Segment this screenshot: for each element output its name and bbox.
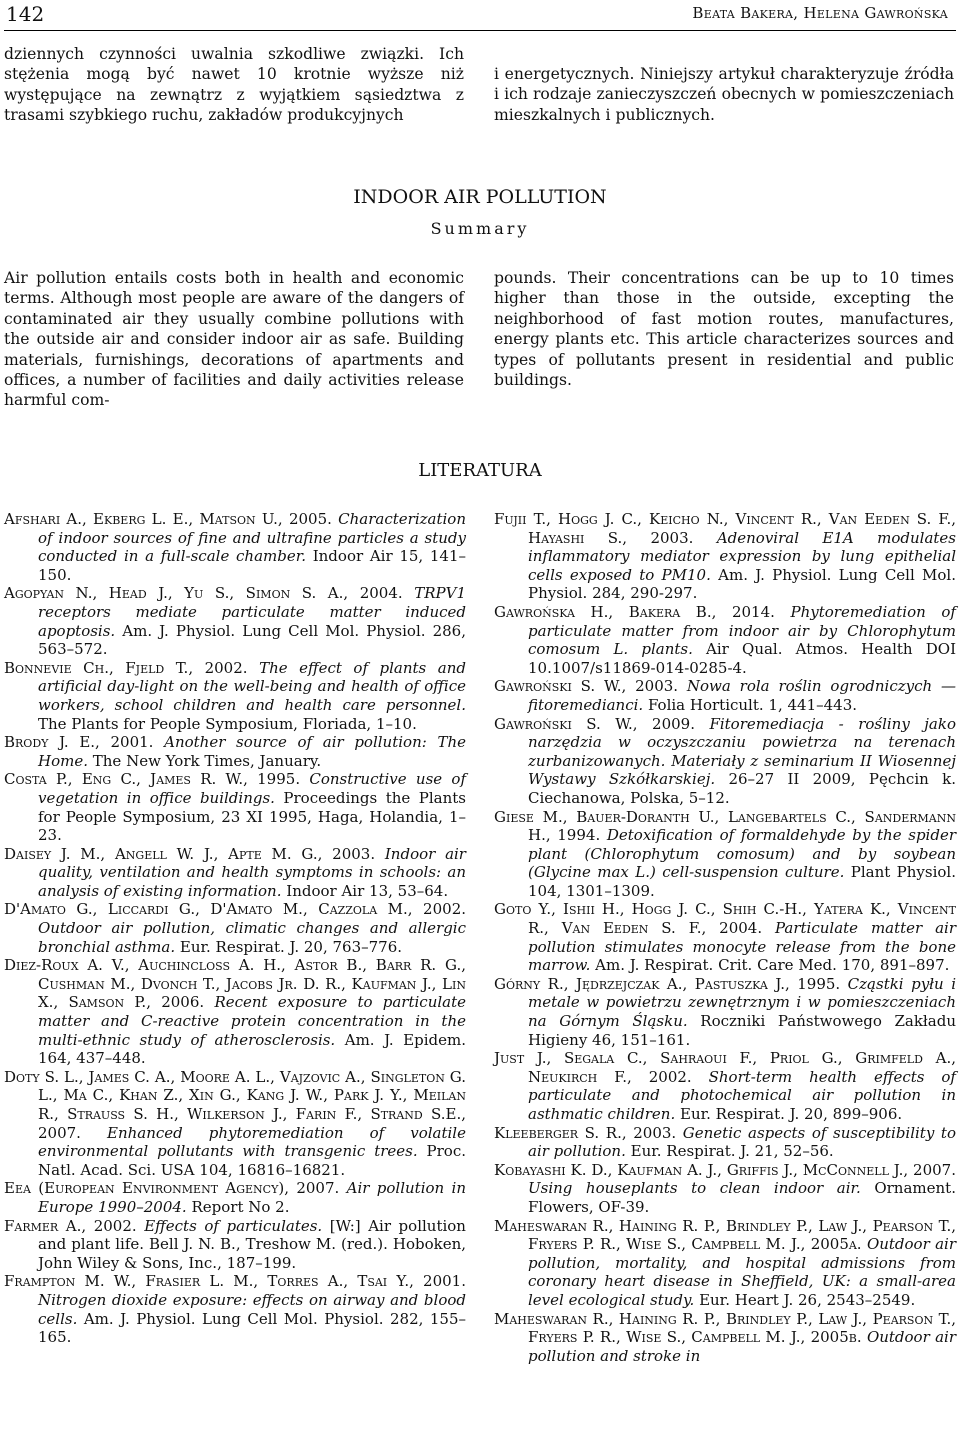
page-header	[0, 0, 960, 26]
reference-entry	[494, 900, 956, 974]
reference-source: Am. J. Respirat. Crit. Care Med. 170, 891–897.	[595, 956, 950, 975]
reference-entry	[494, 975, 956, 1049]
reference-authors: Górny R., Jędrzejczak A., Pastuszka J., 1995.	[494, 974, 841, 993]
reference-authors: Fujii T., Hogg J. C., Keicho N., Vincent R., Van Eeden S. F., Hayashi S., 2003.	[494, 510, 956, 547]
reference-source: Eur. Respirat. J. 21, 52–56.	[630, 1142, 834, 1161]
reference-source: Indoor Air 15, 141–150.	[38, 547, 466, 584]
reference-authors: Bonnevie Ch., Fjeld T., 2002.	[4, 658, 248, 677]
reference-title: Genetic aspects of susceptibility to air pollution.	[528, 1123, 956, 1161]
summary-subtitle: Summary	[430, 219, 530, 238]
reference-entry	[4, 510, 466, 584]
summary-left-column: Air pollution entails costs both in health and economic terms. Although most people are aware of the dangers of contaminated air they usually combine pollutions with the outside air and consider indoor air as safe. Building materials, furnishings, decorations of apartments and offices, a number of facilities and daily activities release harmful com-	[4, 269, 464, 410]
reference-source: Air Qual. Atmos. Health DOI 10.1007/s11869-014-0285-4.	[528, 640, 956, 677]
reference-source: Ornament. Flowers, OF-39.	[528, 1179, 956, 1216]
reference-title: Outdoor air pollution and stroke in	[528, 1328, 956, 1365]
literature-heading: LITERATURA	[418, 460, 542, 481]
reference-source: Report No 2.	[191, 1197, 290, 1216]
reference-entry	[494, 1310, 956, 1366]
reference-authors: Diez-Roux A. V., Auchincloss A. H., Astor B., Barr R. G., Cushman M., Dvonch T., Jacobs Jr. D. R., Kaufman J., Lin X., Samson P., 2006.	[4, 956, 466, 1012]
reference-entry	[494, 1049, 956, 1123]
reference-entry	[4, 900, 466, 956]
reference-authors: Kobayashi K. D., Kaufman A. J., Griffis J., McConnell J., 2007.	[494, 1160, 956, 1179]
reference-title: Short-term health effects of particulate and photochemical air pollution in asthmatic children.	[528, 1067, 956, 1123]
reference-entry	[494, 1124, 956, 1161]
reference-entry	[494, 1161, 956, 1217]
reference-source: Eur. Respirat. J. 20, 899–906.	[680, 1105, 903, 1123]
reference-authors: Maheswaran R., Haining R. P., Brindley P., Law J., Pearson T., Fryers P. R., Wise S., Campbell M. J., 2005a.	[494, 1216, 956, 1254]
reference-title: Adenoviral E1A modulates inflammatory mediator expression by lung epithelial cells exposed to PM10.	[528, 528, 956, 584]
reference-authors: Costa P., Eng C., James R. W., 1995.	[4, 770, 301, 789]
reference-source: Am. J. Epidem. 164, 437–448.	[38, 1030, 467, 1068]
reference-title: Cząstki pyłu i metale w powietrzu zewnętrznym i w pomieszczeniach na Górnym Śląsku.	[528, 974, 956, 1031]
reference-source: Roczniki Państwowego Zakładu Higieny 46, 151–161.	[528, 1012, 956, 1049]
reference-entry	[494, 1217, 956, 1310]
reference-title: Enhanced phytoremediation of volatile environmental pollutants with transgenic trees.	[38, 1123, 466, 1161]
reference-source: Am. J. Physiol. Lung Cell Mol. Physiol. 284, 290-297.	[528, 565, 956, 603]
reference-authors: Just J., Segala C., Sahraoui F., Priol G., Grimfeld A., Neukirch F., 2002.	[494, 1049, 956, 1086]
reference-title: The effect of plants and artificial day-light on the well-being and health of office workers, school children and health care personnel.	[38, 658, 466, 714]
reference-title: Nowa rola roślin ogrodniczych — fitoremedianci.	[528, 677, 956, 714]
reference-title: TRPV1 receptors mediate particulate matter induced apoptosis.	[38, 584, 466, 640]
reference-title: Phytoremediation of particulate matter from indoor air by Chlorophytum comosum L. plants.	[528, 602, 956, 659]
reference-authors: Giese M., Bauer-Doranth U., Langebartels C., Sandermann H., 1994.	[494, 807, 956, 845]
reference-source: The Plants for People Symposium, Floriada, 1–10.	[38, 714, 417, 733]
reference-entry	[4, 1068, 466, 1180]
reference-title: Using houseplants to clean indoor air.	[528, 1179, 861, 1198]
reference-source: Proc. Natl. Acad. Sci. USA 104, 16816–16821.	[38, 1142, 466, 1179]
reference-authors: Doty S. L., James C. A., Moore A. L., Vajzovic A., Singleton G. L., Ma C., Khan Z., Xin G., Kang J. W., Park J. Y., Meilan R., Strauss S. H., Wilkerson J., Farin F., Strand S.E., 2007.	[4, 1067, 466, 1142]
reference-authors: Agopyan N., Head J., Yu S., Simon S. A., 2004.	[4, 584, 403, 603]
reference-title: Detoxification of formaldehyde by the spider plant (Chlorophytum comosum) and by soybean (Glycine max L.) cell-suspension culture.	[528, 826, 956, 882]
page-number: 142	[6, 2, 45, 26]
intro-left-column: dziennych czynności uwalnia szkodliwe związki. Ich stężenia mogą być nawet 10 krotnie wyższe niż występujące na zewnątrz z wyjątkiem sąsiedztwa z trasami szybkiego ruchu, zakładów produkcyjnych	[4, 45, 464, 125]
reference-authors: Eea (European Environment Agency), 2007.	[4, 1179, 340, 1198]
reference-title: Constructive use of vegetation in office buildings.	[38, 770, 466, 807]
reference-authors: Goto Y., Ishii H., Hogg J. C., Shih C.-H., Yatera K., Vincent R., Van Eeden S. F., 2004.	[494, 900, 956, 938]
reference-title: Recent exposure to particulate matter and C-reactive protein concentration in the multi-ethnic study of atherosclerosis.	[38, 993, 467, 1049]
reference-source: Eur. Heart J. 26, 2543–2549.	[699, 1290, 916, 1309]
reference-entry	[4, 584, 466, 658]
reference-title: Air pollution in Europe 1990–2004.	[38, 1179, 466, 1216]
intro-right-column: i energetycznych. Niniejszy artykuł charakteryzuje źródła i ich rodzaje zanieczyszczeń obecnych w pomieszczeniach mieszkalnych i publicznych.	[494, 65, 954, 124]
reference-source: Folia Horticult. 1, 441–443.	[647, 695, 858, 714]
reference-authors: Maheswaran R., Haining R. P., Brindley P., Law J., Pearson T., Fryers P. R., Wise S., Campbell M. J., 2005b.	[494, 1309, 956, 1347]
summary-right-column: pounds. Their concentrations can be up to 10 times higher than those in the outside, excepting the neighborhood of fast motion routes, manufactures, energy plants etc. This article characterizes sources and types of pollutants present in residential and public buildings.	[494, 269, 954, 390]
references-right-column	[494, 510, 956, 1365]
reference-title: Characterization of indoor sources of fine and ultrafine particles a study conducted in a full-scale chamber.	[38, 510, 466, 566]
reference-entry	[494, 808, 956, 901]
reference-entry	[4, 956, 466, 1068]
reference-entry	[4, 770, 466, 844]
reference-authors: D'Amato G., Liccardi G., D'Amato M., Cazzola M., 2002.	[4, 900, 466, 919]
reference-authors: Gawrońska H., Bakera B., 2014.	[494, 602, 775, 621]
reference-source: Plant Physiol. 104, 1301–1309.	[528, 863, 956, 900]
reference-title: Effects of particulates.	[144, 1216, 323, 1235]
reference-title: Nitrogen dioxide exposure: effects on airway and blood cells.	[38, 1290, 466, 1328]
reference-authors: Frampton M. W., Frasier L. M., Torres A., Tsai Y., 2001.	[4, 1272, 466, 1291]
reference-entry	[4, 733, 466, 770]
reference-entry	[4, 1179, 466, 1216]
reference-authors: Gawroński S. W., 2009.	[494, 714, 695, 733]
reference-authors: Kleeberger S. R., 2003.	[494, 1123, 677, 1142]
reference-title: Particulate matter air pollution stimulates monocyte release from the bone marrow.	[528, 919, 956, 975]
reference-authors: Daisey J. M., Angell W. J., Apte M. G., 2003.	[4, 844, 376, 863]
reference-entry	[4, 1272, 466, 1346]
header-rule	[4, 30, 956, 31]
reference-authors: Brody J. E., 2001.	[4, 733, 154, 752]
reference-title: Outdoor air pollution, mortality, and hospital admissions from coronary heart disease in Sheffield, UK: a small-area level ecological study.	[528, 1235, 957, 1309]
reference-source: Am. J. Physiol. Lung Cell Mol. Physiol. 286, 563–572.	[38, 621, 466, 659]
running-title: Beata Bakera, Helena Gawrońska	[692, 4, 948, 22]
reference-title: Another source of air pollution: The Home.	[38, 733, 466, 770]
reference-authors: Farmer A., 2002.	[4, 1216, 137, 1235]
reference-source: Proceedings the Plants for People Symposium, 23 XI 1995, Haga, Holandia, 1–23.	[38, 788, 466, 845]
reference-source: The New York Times, January.	[92, 751, 322, 770]
summary-title: INDOOR AIR POLLUTION	[353, 186, 607, 208]
reference-source: Indoor Air 13, 53–64.	[286, 881, 449, 900]
reference-entry	[494, 677, 956, 714]
reference-source: 26–27 II 2009, Pęchcin k. Ciechanowa, Polska, 5–12.	[528, 770, 956, 807]
references-left-column	[4, 510, 466, 1347]
reference-entry	[494, 510, 956, 603]
reference-title: Outdoor air pollution, climatic changes and allergic bronchial asthma.	[38, 919, 466, 956]
reference-entry	[494, 715, 956, 808]
reference-entry	[494, 603, 956, 677]
reference-source: [W:] Air pollution and plant life. Bell J. N. B., Treshow M. (red.). Hoboken, John Wiley & Sons, Inc., 187–199.	[38, 1216, 466, 1272]
reference-source: Eur. Respirat. J. 20, 763–776.	[179, 937, 403, 956]
reference-entry	[4, 845, 466, 901]
reference-source: Am. J. Physiol. Lung Cell Mol. Physiol. 282, 155–165.	[38, 1309, 466, 1347]
reference-title: Fitoremediacja - rośliny jako narzędzia w oczyszczaniu powietrza na terenach zurbanizowanych. Materiały z seminarium II Wiosennej Wystawy Szkółkarskiej.	[528, 714, 956, 789]
reference-authors: Gawroński S. W., 2003.	[494, 677, 679, 696]
reference-entry	[4, 1217, 466, 1273]
reference-entry	[4, 659, 466, 733]
reference-authors: Afshari A., Ekberg L. E., Matson U., 2005.	[4, 510, 332, 528]
reference-title: Indoor air quality, ventilation and health symptoms in schools: an analysis of existing information.	[38, 844, 466, 900]
